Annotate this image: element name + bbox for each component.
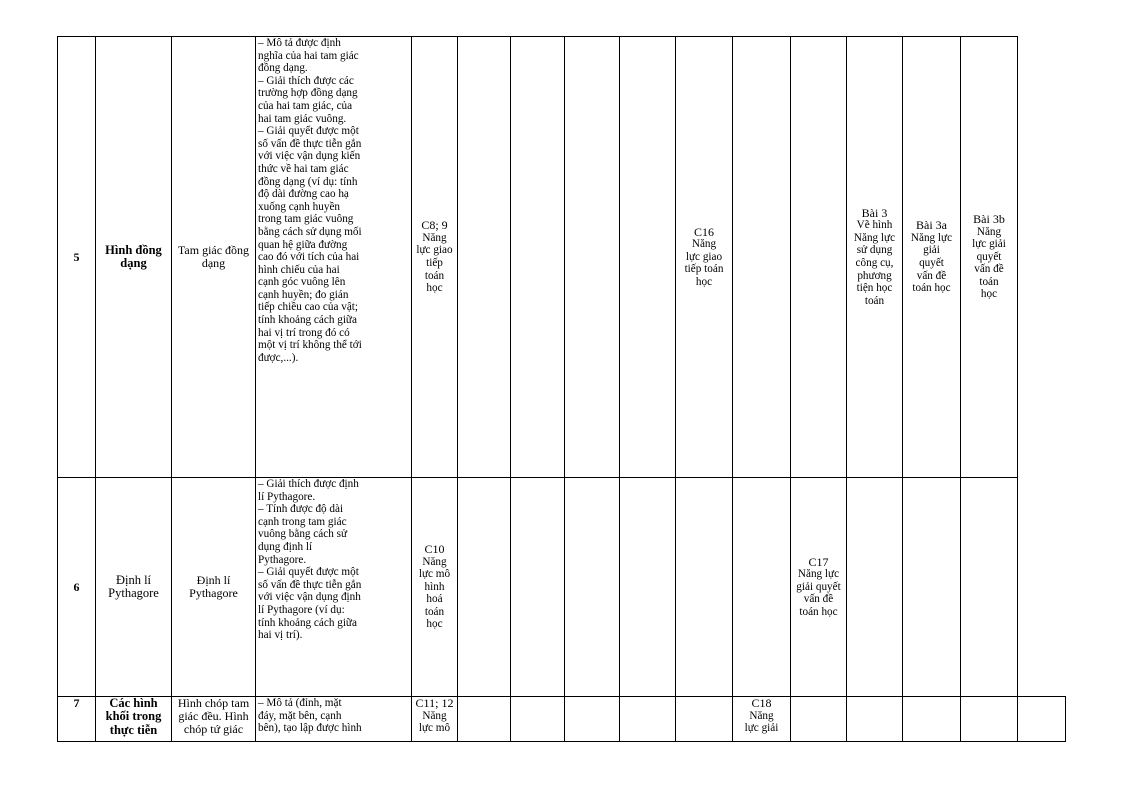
- competency-line: lực giải: [744, 722, 779, 735]
- row-number: 7: [58, 697, 96, 742]
- empty-cell: [458, 37, 511, 478]
- competency-line: học: [695, 275, 713, 288]
- unit-cell: Hình chóp tam giác đều. Hình chóp tứ giác: [172, 697, 256, 742]
- question-code: C17: [808, 554, 829, 569]
- competency-line: tiện học: [856, 282, 893, 295]
- empty-cell: [458, 697, 511, 742]
- empty-cell: [565, 478, 620, 697]
- empty-cell: [620, 697, 676, 742]
- question-cell: [791, 478, 847, 697]
- req-line: cạnh huyền; đo gián: [258, 288, 349, 301]
- table-row: [58, 37, 1066, 478]
- req-line: cạnh trong tam giác: [258, 515, 347, 528]
- req-line: cao đó với tích của hai: [258, 251, 360, 264]
- competency-line: Năng: [691, 238, 717, 251]
- empty-cell: [1018, 697, 1066, 742]
- competency-line: Năng: [422, 231, 447, 244]
- topic-cell: Hình đồng dạng: [96, 37, 172, 478]
- req-line: – Mô tả (đỉnh, mặt: [258, 697, 342, 709]
- req-line: hai vị trí).: [258, 629, 303, 642]
- competency-line: Năng: [422, 555, 447, 568]
- empty-cell: [961, 697, 1018, 742]
- empty-cell: [565, 697, 620, 742]
- req-line: của hai tam giác, của: [258, 99, 353, 112]
- req-line: – Giải thích được định: [258, 478, 359, 490]
- competency-line: quyết: [976, 250, 1002, 263]
- question-cell: [733, 697, 791, 742]
- empty-cell: [511, 697, 565, 742]
- req-line: đồng dạng (ví dụ: tính: [258, 175, 358, 188]
- req-line: – Tính được độ dài: [258, 503, 344, 516]
- req-line: số vấn đề thực tiễn gắn: [258, 578, 362, 591]
- empty-cell: [733, 37, 791, 478]
- question-cell: [412, 697, 458, 742]
- competency-line: học: [980, 288, 998, 301]
- competency-line: lực mô: [418, 568, 451, 581]
- competency-line: hình: [424, 580, 445, 593]
- competency-line: toán: [424, 269, 445, 282]
- competency-line: hoá: [426, 593, 443, 606]
- empty-cell: [847, 478, 903, 697]
- competency-line: phương: [857, 269, 892, 282]
- req-line: hình chiếu của hai: [258, 263, 340, 276]
- competency-line: lực mô: [418, 722, 451, 735]
- competency-line: quyết: [919, 257, 944, 269]
- req-line: cạnh góc vuông lên: [258, 276, 346, 289]
- empty-cell: [676, 478, 733, 697]
- unit-cell: Định lí Pythagore: [172, 478, 256, 697]
- topic-cell: Các hình khối trong thực tiễn: [96, 697, 172, 742]
- competency-line: toán: [864, 294, 885, 307]
- req-line: đồng dạng.: [258, 62, 308, 75]
- competency-line: vấn đề: [974, 263, 1004, 276]
- question-code: C16: [693, 224, 714, 239]
- requirements-cell: [256, 478, 412, 697]
- competency-line: lực giao: [416, 244, 453, 257]
- question-code: Bài 3a: [916, 218, 947, 233]
- req-line: – Mô tả được định: [258, 37, 341, 49]
- req-line: trong tam giác vuông: [258, 213, 354, 226]
- question-cell: [903, 37, 961, 478]
- competency-line: sử dụng: [856, 244, 893, 257]
- competency-line: Năng lực: [853, 231, 896, 244]
- empty-cell: [961, 478, 1018, 697]
- competency-line: Năng lực: [797, 568, 840, 581]
- req-line: bằng cách sử dụng mối: [258, 225, 362, 238]
- competency-line: toán học: [799, 605, 838, 618]
- competency-line: toán: [424, 605, 445, 618]
- empty-cell: [733, 478, 791, 697]
- question-cell: [412, 478, 458, 697]
- empty-cell: [565, 37, 620, 478]
- req-line: dụng định lí: [258, 540, 313, 553]
- competency-line: Năng: [422, 709, 447, 722]
- competency-line: công cụ,: [855, 257, 894, 269]
- req-line: một vị trí không thể tới: [258, 339, 362, 352]
- empty-cell: [791, 697, 847, 742]
- req-line: Pythagore.: [258, 553, 307, 566]
- req-line: – Giải quyết được một: [258, 566, 359, 579]
- empty-cell: [511, 37, 565, 478]
- req-line: quan hệ giữa đường: [258, 238, 348, 251]
- competency-line: Năng lực: [910, 231, 953, 244]
- competency-line: Năng: [976, 225, 1002, 238]
- req-line: nghĩa của hai tam giác: [258, 49, 359, 62]
- competency-line: giải: [923, 244, 940, 257]
- empty-cell: [511, 478, 565, 697]
- competency-line: vấn đề: [916, 269, 947, 282]
- question-cell: [412, 37, 458, 478]
- req-line: với việc vận dụng định: [258, 591, 361, 604]
- req-line: hai tam giác vuông.: [258, 112, 347, 125]
- req-line: tính khoảng cách giữa: [258, 314, 357, 327]
- question-code: C10: [424, 541, 445, 556]
- question-cell: [847, 37, 903, 478]
- competency-line: lực giao: [685, 250, 723, 263]
- question-code: C18: [751, 696, 772, 710]
- req-line: với việc vận dụng kiến: [258, 150, 361, 163]
- table-row: [58, 478, 1066, 697]
- empty-cell: [903, 478, 961, 697]
- row-number: 6: [58, 478, 96, 697]
- competency-line: toán: [979, 275, 999, 288]
- competency-line: vấn đề: [803, 593, 834, 606]
- question-code: Bài 3: [861, 205, 888, 220]
- req-line: đáy, mặt bên, cạnh: [258, 709, 342, 722]
- empty-cell: [620, 37, 676, 478]
- competency-line: học: [426, 282, 443, 295]
- empty-cell: [676, 697, 733, 742]
- req-line: vuông bằng cách sử: [258, 528, 348, 541]
- req-line: – Giải quyết được một: [258, 125, 359, 138]
- req-line: trường hợp đồng dạng: [258, 87, 358, 100]
- req-line: thức về hai tam giác: [258, 162, 349, 175]
- empty-cell: [847, 697, 903, 742]
- req-line: tính khoảng cách giữa: [258, 616, 357, 629]
- unit-cell: Tam giác đồng dạng: [172, 37, 256, 478]
- competency-line: tiếp: [426, 257, 443, 269]
- req-line: bên), tạo lập được hình: [258, 722, 362, 735]
- empty-cell: [791, 37, 847, 478]
- req-line: tiếp chiều cao của vật;: [258, 301, 359, 314]
- table-row: [58, 697, 1066, 742]
- question-code: C11; 12: [415, 696, 454, 710]
- topic-cell: Định lí Pythagore: [96, 478, 172, 697]
- competency-line: giải quyết: [796, 580, 841, 593]
- competency-line: tiếp toán: [684, 263, 724, 276]
- req-line: lí Pythagore (ví dụ:: [258, 603, 345, 616]
- competency-line: Năng: [749, 709, 774, 722]
- req-line: hai vị trí trong đó có: [258, 326, 350, 339]
- req-line: số vấn đề thực tiễn gắn: [258, 137, 362, 150]
- question-cell: [676, 37, 733, 478]
- matrix-table: [57, 36, 1066, 742]
- question-code: Bài 3b: [973, 211, 1005, 226]
- empty-cell: [903, 697, 961, 742]
- req-line: – Giải thích được các: [258, 74, 354, 87]
- requirements-cell: [256, 37, 412, 478]
- empty-cell: [458, 478, 511, 697]
- req-line: xuống cạnh huyền: [258, 200, 341, 213]
- requirements-cell: [256, 697, 412, 742]
- competency-line: lực giải: [972, 238, 1006, 251]
- req-line: lí Pythagore.: [258, 490, 316, 503]
- competency-line: học: [426, 618, 443, 631]
- competency-line: toán học: [912, 282, 951, 295]
- empty-cell: [620, 478, 676, 697]
- row-number: 5: [58, 37, 96, 478]
- question-code: C8; 9: [421, 218, 448, 233]
- req-line: độ dài đường cao hạ: [258, 188, 349, 201]
- competency-line: Vẽ hình: [856, 219, 893, 232]
- question-cell: [961, 37, 1018, 478]
- req-line: được,...).: [258, 351, 299, 364]
